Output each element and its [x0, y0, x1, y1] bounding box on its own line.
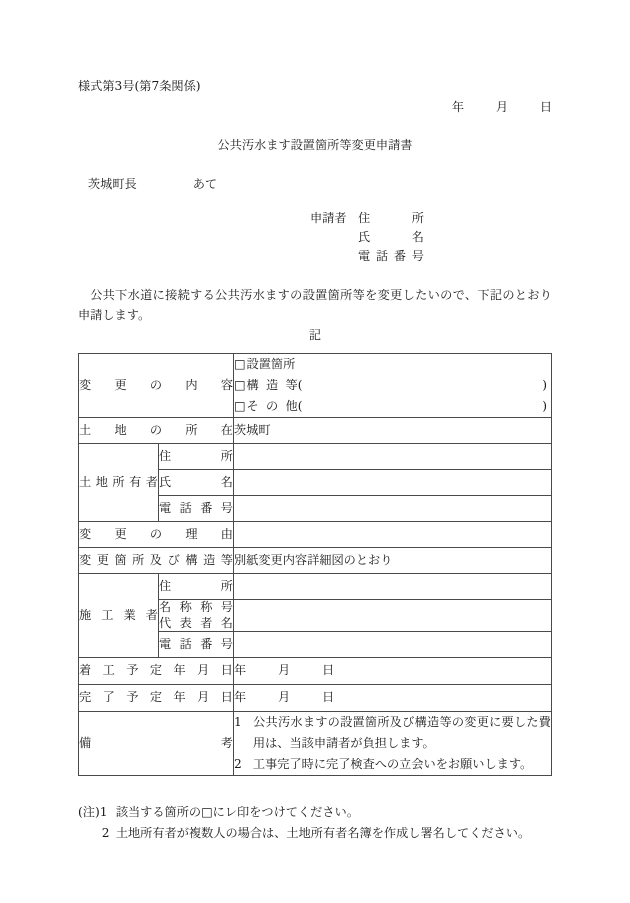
- label-start-date: 着工予定年月日: [79, 658, 234, 685]
- value-land-location[interactable]: 茨城町: [234, 418, 552, 444]
- footnote-marker: (注)1: [78, 805, 108, 819]
- table-row-landowner-address: [79, 444, 552, 470]
- table-row-contractor-address: [79, 574, 552, 600]
- footnote-text: 該当する箇所の□にレ印をつけてください。: [115, 805, 359, 819]
- addressee-suffix: あて: [192, 177, 218, 191]
- remark-text: 工事完了時に完了検査への立会いをお願いします。: [252, 757, 533, 772]
- sublabel-contractor-representative: 代表者名: [159, 615, 233, 630]
- remark-number: 2: [234, 757, 242, 772]
- table-row-land-location: [79, 418, 552, 444]
- footnote-marker: 2: [101, 825, 110, 840]
- label-contractor: 施工業者: [79, 574, 159, 658]
- start-date-day: 日: [322, 663, 335, 678]
- end-date-day: 日: [322, 690, 335, 705]
- footnote-1: [78, 802, 552, 823]
- value-change-place[interactable]: 別紙変更内容詳細図のとおり: [234, 548, 552, 574]
- sublabel-landowner-phone: 電話番号: [159, 496, 234, 522]
- remark-item-2: [234, 754, 551, 775]
- checkbox-icon[interactable]: □: [234, 399, 246, 413]
- value-contractor-address[interactable]: [234, 574, 552, 600]
- page-title: 公共汚水ます設置箇所等変更申請書: [217, 138, 413, 152]
- start-date-year: 年: [234, 663, 247, 678]
- value-landowner-address[interactable]: [234, 444, 552, 470]
- header-date-day: 日: [539, 100, 552, 114]
- sublabel-landowner-address: 住 所: [159, 444, 234, 470]
- value-change-reason[interactable]: [234, 522, 552, 548]
- ki-marker: 記: [308, 328, 322, 342]
- footnotes: [78, 802, 552, 844]
- applicant-label: 申請者: [310, 211, 347, 225]
- checkbox-label: その他: [246, 399, 298, 413]
- paren-close: ): [542, 378, 547, 392]
- footnote-text: 土地所有者が複数人の場合は、土地所有者名簿を作成し署名してください。: [115, 825, 531, 840]
- start-date-month: 月: [278, 663, 291, 678]
- checkbox-option-sonota[interactable]: [234, 396, 551, 417]
- header-date-month: 月: [495, 100, 508, 114]
- checkbox-label: 設置箇所: [246, 357, 296, 371]
- end-date-year: 年: [234, 690, 247, 705]
- sublabel-contractor-phone: 電話番号: [159, 632, 234, 658]
- value-contractor-name[interactable]: [234, 600, 552, 632]
- applicant-address-row: [310, 209, 424, 228]
- value-end-date[interactable]: [234, 685, 552, 712]
- addressee-line: [88, 176, 217, 194]
- table-row-change-place: [79, 548, 552, 574]
- checkbox-icon[interactable]: □: [234, 357, 246, 371]
- checkbox-option-setchi[interactable]: [234, 354, 551, 375]
- sublabel-contractor-name: [159, 600, 234, 632]
- header-date-year: 年: [451, 100, 464, 114]
- sublabel-contractor-company: 名称称号: [159, 600, 233, 614]
- label-land-location: 土地の所在: [79, 418, 234, 444]
- paren-open: (: [297, 378, 303, 392]
- paren-open: (: [297, 399, 303, 413]
- sublabel-landowner-name: 氏 名: [159, 470, 234, 496]
- label-land-owner: 土地所有者: [79, 444, 159, 522]
- table-row-remarks: [79, 712, 552, 776]
- remark-text: 公共汚水ますの設置箇所及び構造等の変更に要した費用は、当該申請者が負担します。: [252, 715, 551, 751]
- table-row-end-date: [79, 685, 552, 712]
- applicant-phone-label: 電話番号: [358, 249, 424, 263]
- checkbox-icon[interactable]: □: [234, 378, 246, 392]
- label-remarks: 備考: [79, 712, 234, 776]
- change-content-options: [234, 354, 552, 418]
- body-paragraph: 公共下水道に接続する公共汚水ますの設置箇所等を変更したいので、下記のとおり申請します。: [78, 288, 552, 322]
- sublabel-contractor-address: 住 所: [159, 574, 234, 600]
- application-form-table: [78, 353, 552, 776]
- header-date-line: [452, 99, 552, 117]
- applicant-block: [310, 209, 424, 266]
- table-row-change-reason: [79, 522, 552, 548]
- applicant-phone-row: [310, 247, 424, 266]
- value-landowner-phone[interactable]: [234, 496, 552, 522]
- value-contractor-phone[interactable]: [234, 632, 552, 658]
- value-landowner-name[interactable]: [234, 470, 552, 496]
- applicant-name-row: [310, 228, 424, 247]
- value-start-date[interactable]: [234, 658, 552, 685]
- label-end-date: 完了予定年月日: [79, 685, 234, 712]
- applicant-name-label: 氏 名: [358, 230, 424, 244]
- checkbox-label: 構造等: [246, 378, 298, 392]
- checkbox-option-kozo[interactable]: [234, 375, 551, 396]
- table-row-change-content: [79, 354, 552, 418]
- addressee-name: 茨城町長: [88, 177, 137, 191]
- label-change-place: 変更箇所及び構造等: [79, 548, 234, 574]
- label-change-reason: 変更の理由: [79, 522, 234, 548]
- table-row-start-date: [79, 658, 552, 685]
- remark-number: 1: [234, 715, 242, 730]
- footnote-2: [78, 823, 552, 844]
- label-change-content: 変更の内容: [79, 354, 234, 418]
- value-remarks: [234, 712, 552, 776]
- form-number: 様式第3号(第7条関係): [78, 79, 201, 93]
- remark-item-1: [234, 712, 551, 754]
- end-date-month: 月: [278, 690, 291, 705]
- paren-close: ): [542, 399, 547, 413]
- applicant-address-label: 住 所: [358, 211, 424, 225]
